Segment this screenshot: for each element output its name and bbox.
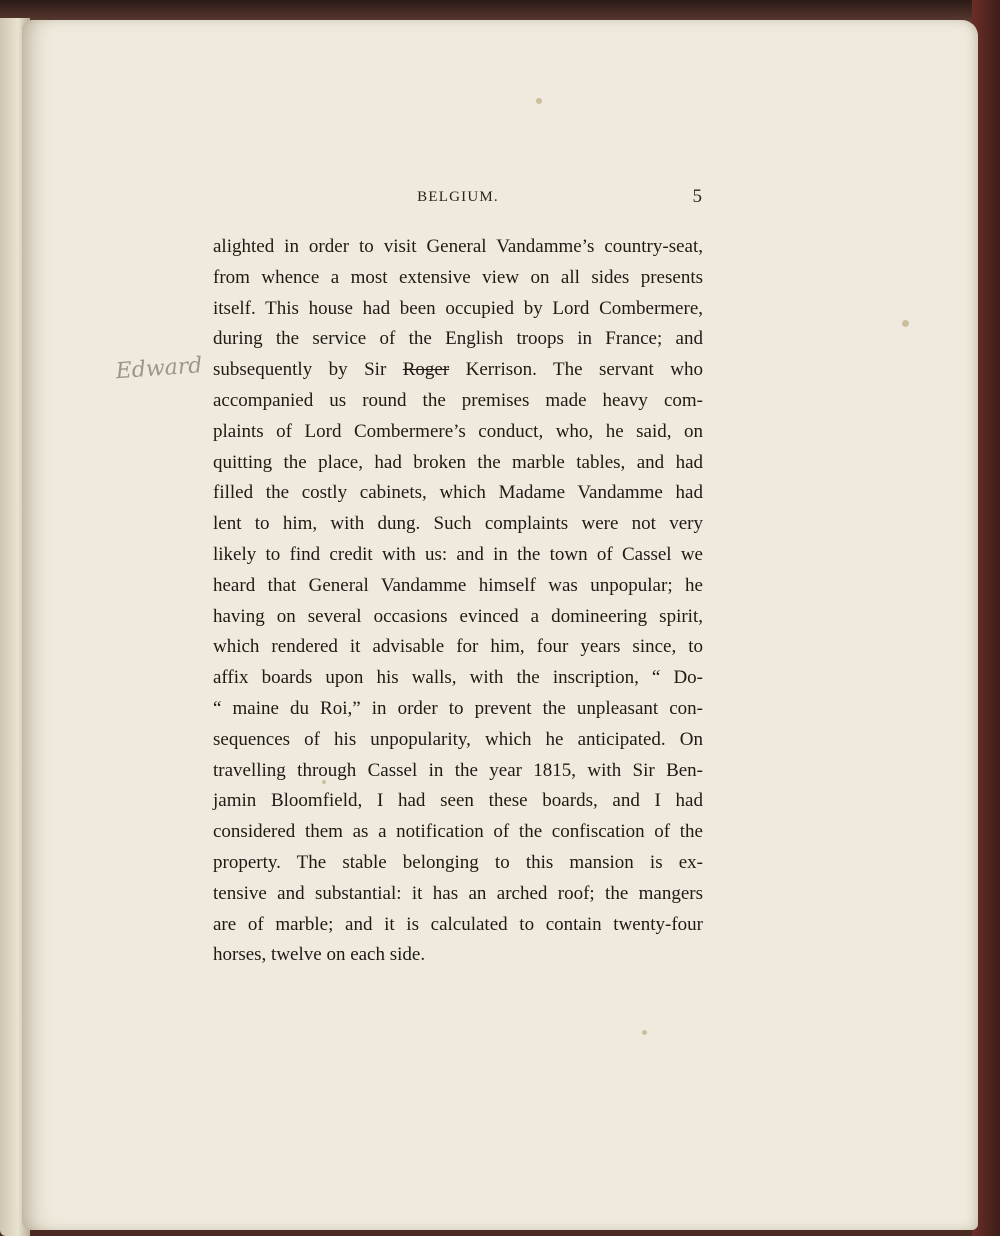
- text-line: jamin Bloomfield, I had seen these boards, and I had: [213, 790, 703, 812]
- book-binding-top: [0, 0, 1000, 22]
- text-line: considered them as a notification of the confiscation of the: [213, 821, 703, 843]
- text-line: travelling through Cassel in the year 1815, with Sir Ben-: [213, 759, 703, 781]
- text-line: are of marble; and it is calculated to contain twenty-four: [213, 913, 703, 935]
- text-line: likely to find credit with us: and in the town of Cassel we: [213, 543, 703, 565]
- text-line: accompanied us round the premises made heavy com-: [213, 389, 703, 411]
- text-line: from whence a most extensive view on all sides presents: [213, 266, 703, 288]
- text-line: subsequently by Sir Roger Kerrison. The servant who: [213, 359, 704, 381]
- text-line: sequences of his unpopularity, which he anticipated. On: [213, 728, 703, 750]
- text-line: tensive and substantial: it has an arched roof; the mangers: [213, 882, 703, 904]
- text-line: during the service of the English troops in France; and: [213, 328, 703, 350]
- text-line: “ maine du Roi,” in order to prevent the unpleasant con-: [213, 697, 703, 719]
- text-line: property. The stable belonging to this mansion is ex-: [213, 851, 703, 873]
- text-line: plaints of Lord Combermere’s conduct, who, he said, on: [213, 420, 703, 442]
- text-line: which rendered it advisable for him, four years since, to: [213, 636, 703, 658]
- text-line: itself. This house had been occupied by Lord Combermere,: [213, 297, 703, 319]
- text-line: quitting the place, had broken the marble tables, and had: [213, 451, 703, 473]
- running-head-title: BELGIUM.: [417, 189, 499, 205]
- text-line: horses, twelve on each side.: [213, 944, 426, 966]
- text-line: having on several occasions evinced a domineering spirit,: [213, 605, 703, 627]
- text-line: lent to him, with dung. Such complaints were not very: [213, 513, 703, 535]
- paper-speck: [536, 98, 542, 104]
- paper-speck: [642, 1030, 647, 1035]
- text-line: affix boards upon his walls, with the inscription, “ Do-: [213, 667, 703, 689]
- text-line: alighted in order to visit General Vandamme’s country-seat,: [213, 236, 703, 257]
- running-head: [212, 186, 704, 210]
- paper-speck: [902, 320, 909, 327]
- body-text: [213, 232, 703, 971]
- handwritten-marginal-note: Edward: [114, 353, 204, 385]
- page-number: 5: [692, 186, 702, 207]
- text-line: filled the costly cabinets, which Madame Vandamme had: [213, 482, 703, 504]
- text-line: heard that General Vandamme himself was unpopular; he: [213, 574, 703, 596]
- struck-word: Roger: [402, 359, 450, 381]
